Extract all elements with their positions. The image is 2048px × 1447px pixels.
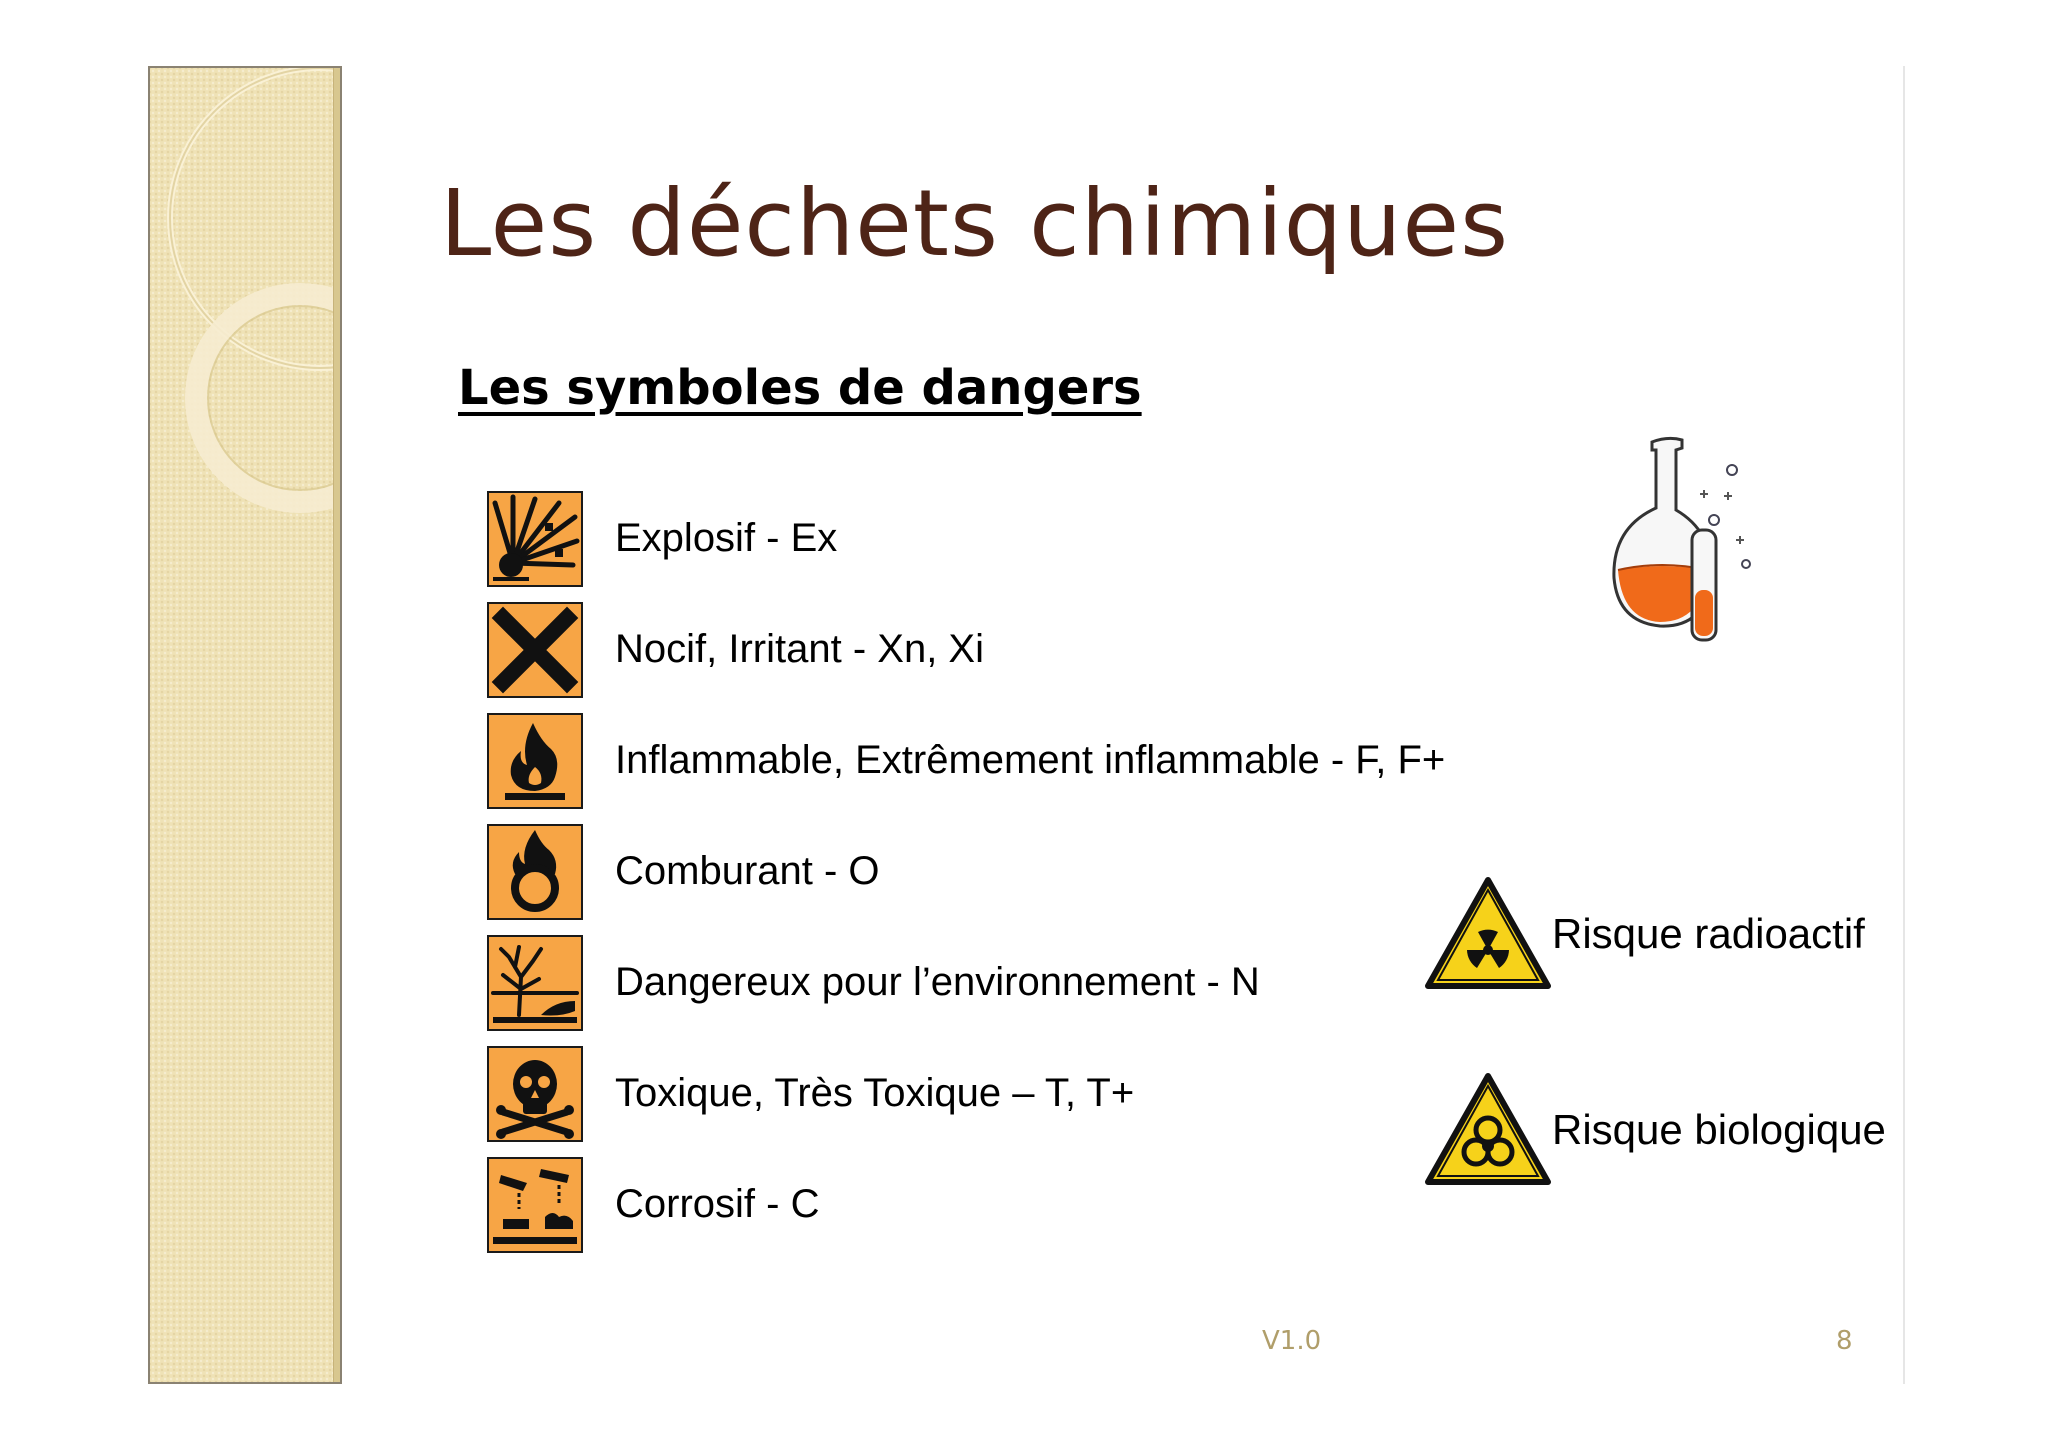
corrosive-icon bbox=[487, 1157, 583, 1253]
hazard-item-flammable bbox=[487, 712, 1587, 809]
biohazard-icon bbox=[1424, 1072, 1552, 1188]
hazard-label: Corrosif - C bbox=[615, 1182, 820, 1226]
environment-icon bbox=[487, 935, 583, 1031]
right-divider bbox=[1903, 66, 1905, 1384]
explosive-icon bbox=[487, 491, 583, 587]
radioactive-icon bbox=[1424, 876, 1552, 992]
flammable-icon bbox=[487, 713, 583, 809]
hazard-label: Dangereux pour l’environnement - N bbox=[615, 960, 1260, 1004]
sidebar-circles-decoration bbox=[150, 68, 342, 1384]
oxidizing-icon bbox=[487, 824, 583, 920]
hazard-label: Comburant - O bbox=[615, 849, 880, 893]
hazard-item-oxidizing bbox=[487, 823, 1587, 920]
risk-biological bbox=[1424, 1072, 1886, 1188]
hazard-symbol-list bbox=[487, 490, 1587, 1267]
hazard-label: Toxique, Très Toxique – T, T+ bbox=[615, 1071, 1135, 1115]
toxic-icon bbox=[487, 1046, 583, 1142]
hazard-item-environment bbox=[487, 934, 1587, 1031]
hazard-item-explosive bbox=[487, 490, 1587, 587]
chemistry-flask-icon bbox=[1600, 430, 1770, 660]
risk-label: Risque radioactif bbox=[1552, 910, 1865, 957]
hazard-item-harmful-irritant bbox=[487, 601, 1587, 698]
slide-title: Les déchets chimiques bbox=[440, 170, 1510, 277]
risk-radioactive bbox=[1424, 876, 1865, 992]
decorative-sidebar bbox=[148, 66, 342, 1384]
hazard-item-toxic bbox=[487, 1045, 1587, 1142]
harmful-irritant-icon bbox=[487, 602, 583, 698]
hazard-label: Nocif, Irritant - Xn, Xi bbox=[615, 627, 984, 671]
footer-version: V1.0 bbox=[1262, 1326, 1322, 1356]
risk-label: Risque biologique bbox=[1552, 1106, 1886, 1153]
sidebar-edge bbox=[333, 68, 340, 1382]
hazard-item-corrosive bbox=[487, 1156, 1587, 1253]
slide-subtitle: Les symboles de dangers bbox=[458, 360, 1142, 416]
hazard-label: Inflammable, Extrêmement inflammable - F, F+ bbox=[615, 738, 1446, 782]
footer-page-number: 8 bbox=[1836, 1326, 1853, 1356]
hazard-label: Explosif - Ex bbox=[615, 516, 838, 560]
